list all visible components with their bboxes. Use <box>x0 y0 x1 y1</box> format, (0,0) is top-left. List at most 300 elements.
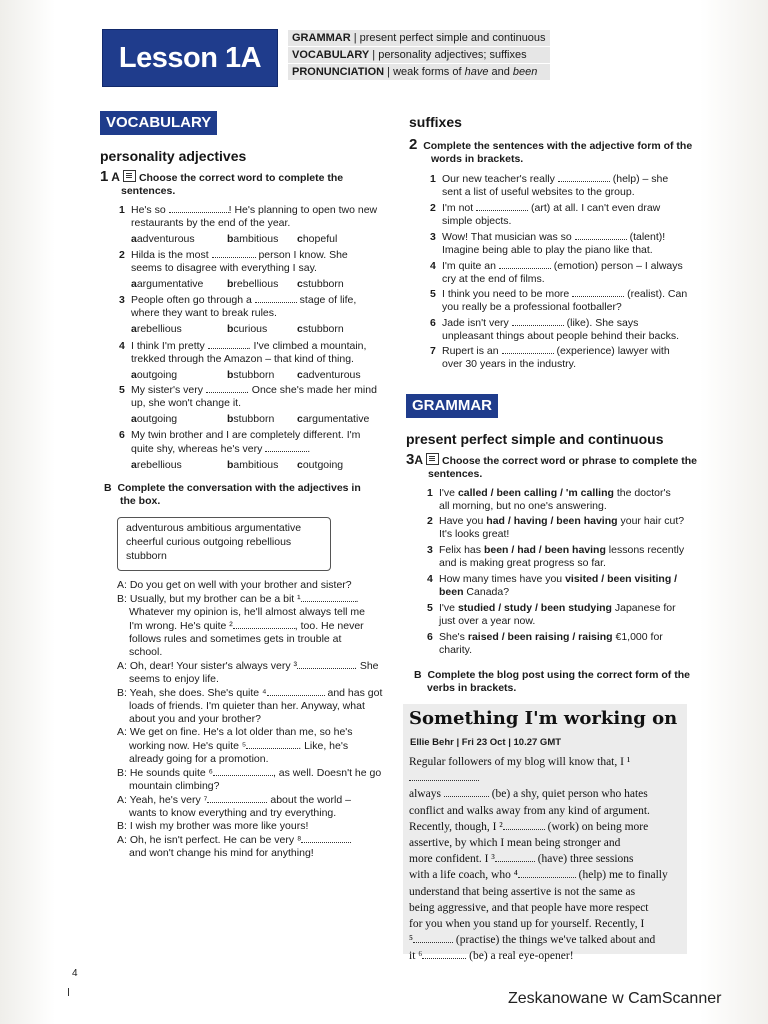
question-text: unpleasant things about people behind their backs. <box>442 330 680 342</box>
question-text: I've <box>439 487 458 499</box>
dialogue-line <box>117 713 382 726</box>
dialogue-text: Yeah, he's very ⁷ <box>129 794 208 806</box>
choice-options[interactable]: been <box>439 586 464 598</box>
option-b[interactable]: b stubborn <box>227 413 275 425</box>
question-text: your hair cut? <box>617 515 685 527</box>
speaker-label: A: <box>117 660 127 672</box>
question-item <box>427 631 695 657</box>
question-line <box>430 358 690 371</box>
question-text: Felix has <box>439 544 484 556</box>
question-line <box>430 201 690 215</box>
question-text: where they want to break rules. <box>131 307 277 319</box>
question-number: 1 <box>430 173 436 185</box>
question-number: 2 <box>119 249 125 261</box>
speaker-label: A: <box>117 726 127 738</box>
question-text: He's so <box>131 204 169 216</box>
question-text: the doctor's <box>613 487 671 499</box>
exercise-1b-instruction: B Complete the conversation with the adjectives in the box. <box>104 482 361 507</box>
answer-blank[interactable] <box>495 852 535 862</box>
dialogue-line <box>117 780 382 793</box>
question-number: 2 <box>427 515 433 527</box>
dialogue-text: . Like, he's <box>298 740 349 752</box>
answer-blank[interactable] <box>233 619 295 629</box>
choice-options[interactable]: been / had / been having <box>483 544 606 556</box>
option-text: rebellious <box>136 459 182 471</box>
question-number: 7 <box>430 345 436 357</box>
page-number: 4 <box>72 968 78 979</box>
question-text: lessons recently <box>605 544 685 556</box>
blog-line <box>409 819 685 835</box>
question-text: €1,000 for <box>612 631 663 643</box>
question-line <box>119 293 379 307</box>
blog-line <box>409 867 685 883</box>
dialogue-text: loads of friends. I'm quieter than her. Anyway, what <box>129 700 365 712</box>
option-text: outgoing <box>302 459 344 471</box>
question-line <box>119 262 379 275</box>
vocabulary-tag: VOCABULARY <box>100 111 217 135</box>
question-text: I think I'm pretty <box>131 340 208 352</box>
question-item <box>430 259 690 286</box>
option-b[interactable]: b stubborn <box>227 369 275 381</box>
answer-blank[interactable] <box>409 771 479 781</box>
option-b[interactable]: b ambitious <box>227 459 279 471</box>
question-line <box>427 544 695 557</box>
lesson-title: Lesson 1A <box>102 29 278 87</box>
dialogue-line <box>117 807 382 820</box>
answer-blank[interactable] <box>476 201 528 211</box>
blog-text: for you when you stand up for yourself. Recently, I <box>409 918 645 931</box>
option-text: rebellious <box>136 323 182 335</box>
blog-text: Regular followers of my blog will know that, I ¹ <box>409 756 631 768</box>
worksheet-icon <box>426 453 439 465</box>
page-edge-mark <box>68 988 69 996</box>
question-number: 1 <box>427 487 433 499</box>
question-line <box>430 259 690 273</box>
question-line: quite shy, whereas he's very . <box>131 443 311 455</box>
question-number: 4 <box>430 260 436 272</box>
answer-blank[interactable] <box>169 203 229 213</box>
question-number: 1 <box>119 204 125 216</box>
question-line <box>427 586 695 599</box>
question-line <box>427 602 695 615</box>
question-text: up, she won't change it. <box>131 397 241 409</box>
answer-blank[interactable] <box>422 949 466 959</box>
question-text: Our new teacher's really <box>442 173 558 185</box>
speaker-label: B: <box>117 820 127 832</box>
exercise-1a-instruction: 1 A Choose the correct word to complete the sentences. <box>100 168 344 197</box>
question-item <box>430 344 690 371</box>
option-a[interactable]: a argumentative <box>131 278 204 290</box>
dialogue-line <box>117 606 382 619</box>
question-text: charity. <box>439 644 473 656</box>
option-a[interactable]: a outgoing <box>131 369 178 381</box>
question-line <box>119 429 379 442</box>
option-b[interactable]: b curious <box>227 323 268 335</box>
question-text: (art) at all. I can't even draw <box>528 202 661 214</box>
option-text: rebellious <box>233 278 279 290</box>
option-text: adventurous <box>302 369 361 381</box>
question-number: 3 <box>119 294 125 306</box>
answer-blank[interactable] <box>208 339 248 349</box>
dialogue-text: already going for a promotion. <box>129 753 269 765</box>
question-line <box>430 316 690 330</box>
question-item <box>430 316 690 343</box>
dialogue-line <box>117 700 382 713</box>
question-text: She's <box>439 631 468 643</box>
dialogue-line <box>117 673 382 686</box>
option-text: stubborn <box>302 278 344 290</box>
question-item <box>427 515 695 541</box>
dialogue-text: follows rules and sometimes gets in trouble at <box>129 633 342 645</box>
blog-text: being aggressive, and that people have more respect <box>409 901 649 914</box>
question-text: Have you <box>439 515 487 527</box>
question-line <box>119 307 379 320</box>
question-text: stage of life, <box>296 294 357 306</box>
speaker-label: B: <box>117 767 127 779</box>
blog-line <box>409 948 685 964</box>
option-text: adventurous <box>136 233 195 245</box>
blog-text: (practise) the things we've talked about and <box>453 934 656 947</box>
question-text: It's looks great! <box>439 528 510 540</box>
question-line <box>430 287 690 301</box>
blog-line <box>409 884 685 900</box>
dialogue-text: about you and your brother? <box>129 713 261 725</box>
answer-blank[interactable] <box>246 739 298 749</box>
question-text: People often go through a <box>131 294 255 306</box>
question-text: cry at the end of films. <box>442 273 545 285</box>
option-c[interactable]: c argumentative <box>297 413 370 425</box>
question-line <box>119 397 379 410</box>
option-text: argumentative <box>302 413 370 425</box>
answer-blank[interactable] <box>518 868 576 878</box>
question-line <box>119 217 379 230</box>
option-a[interactable]: a outgoing <box>131 413 178 425</box>
question-text: and is making great progress so far. <box>439 557 606 569</box>
answer-blank[interactable] <box>213 766 273 776</box>
dialogue-text: Whatever my opinion is, he'll almost always tell me <box>129 606 366 618</box>
question-line <box>430 186 690 199</box>
blog-body <box>409 754 685 965</box>
answer-blank[interactable] <box>413 933 453 943</box>
blog-text: Recently, though, I ² <box>409 820 503 833</box>
word-box-line: adventurous ambitious argumentative <box>126 522 302 534</box>
word-box-line: stubborn <box>126 550 167 562</box>
answer-blank[interactable] <box>512 316 564 326</box>
speaker-label: A: <box>117 834 127 846</box>
question-line <box>119 353 379 366</box>
answer-blank[interactable] <box>255 293 297 303</box>
option-c[interactable]: c hopeful <box>297 233 338 245</box>
dialogue-line <box>117 592 382 606</box>
dialogue-text: He sounds quite ⁶ <box>129 767 213 779</box>
dialogue-text: , as well. Doesn't he go <box>272 767 382 779</box>
answer-blank[interactable] <box>575 230 627 240</box>
dialogue-line <box>117 619 382 633</box>
question-item <box>119 383 379 410</box>
option-text: hopeful <box>302 233 338 245</box>
dialogue-text: , too. He never <box>294 620 364 632</box>
dialogue-text: I wish my brother was more like yours! <box>129 820 309 832</box>
option-c[interactable]: c stubborn <box>297 278 344 290</box>
question-text: seems to disagree with everything I say. <box>131 262 317 274</box>
question-line <box>427 487 695 500</box>
question-number: 6 <box>119 429 125 441</box>
answer-blank[interactable] <box>502 344 554 354</box>
question-line <box>427 500 695 513</box>
present-perfect-heading: present perfect simple and continuous <box>406 431 664 447</box>
exercise-2-instruction: 2 Complete the sentences with the adjective form of the words in brackets. <box>409 136 693 165</box>
option-a[interactable]: a adventurous <box>131 233 195 245</box>
suffixes-heading: suffixes <box>409 114 462 130</box>
blog-line <box>409 803 685 819</box>
blog-line <box>409 916 685 932</box>
answer-blank[interactable] <box>301 833 351 843</box>
question-text: Imagine being able to play the piano like that. <box>442 244 653 256</box>
choice-options[interactable]: visited / been visiting / <box>565 573 678 585</box>
question-text: quite shy, whereas he's very <box>131 443 266 455</box>
question-item <box>430 201 690 228</box>
question-text: (experience) lawyer with <box>553 345 670 357</box>
question-text: you really be a professional footballer? <box>442 301 622 313</box>
question-number: 6 <box>430 317 436 329</box>
dialogue-text: . She <box>354 660 379 672</box>
question-item <box>119 429 379 456</box>
question-number: 3 <box>427 544 433 556</box>
scanner-watermark: Zeskanowane w CamScanner <box>508 990 722 1007</box>
answer-blank[interactable] <box>207 793 267 803</box>
question-line <box>430 172 690 186</box>
option-text: outgoing <box>136 413 178 425</box>
dialogue-line <box>117 659 382 673</box>
question-number: 6 <box>427 631 433 643</box>
question-item <box>119 293 379 320</box>
answer-blank[interactable] <box>572 287 624 297</box>
word-box-line: cheerful curious outgoing rebellious <box>126 536 292 548</box>
dialogue-text: I'm wrong. He's quite ² <box>129 620 233 632</box>
answer-blank[interactable] <box>503 820 545 830</box>
option-a[interactable]: a rebellious <box>131 323 182 335</box>
question-number: 5 <box>119 384 125 396</box>
vocabulary-line: VOCABULARY | personality adjectives; suffixes <box>288 47 550 63</box>
answer-blank[interactable] <box>499 259 551 269</box>
dialogue-line <box>117 726 382 739</box>
question-line <box>427 631 695 644</box>
dialogue-text: school. <box>129 646 163 658</box>
option-text: ambitious <box>233 233 279 245</box>
option-text: outgoing <box>136 369 178 381</box>
question-number: 2 <box>430 202 436 214</box>
speaker-label: A: <box>117 579 127 591</box>
option-c[interactable]: c adventurous <box>297 369 361 381</box>
question-item <box>119 203 379 230</box>
question-text: Japanese for <box>611 602 676 614</box>
dialogue-text: . <box>355 593 359 605</box>
option-text: argumentative <box>136 278 204 290</box>
question-item <box>430 287 690 314</box>
pronunciation-line: PRONUNCIATION | weak forms of have and been <box>288 64 550 80</box>
question-text: Hilda is the most <box>131 249 212 261</box>
answer-blank[interactable] <box>297 659 354 669</box>
choice-options[interactable]: had / having / been having <box>486 515 618 527</box>
option-c[interactable]: c stubborn <box>297 323 344 335</box>
blog-text: assertive, by which I mean being stronger and <box>409 837 621 850</box>
dialogue-text: working now. He's quite ⁵ <box>129 740 247 752</box>
question-item <box>427 487 695 513</box>
question-line <box>427 557 695 570</box>
question-line <box>427 515 695 528</box>
question-line <box>427 528 695 541</box>
dialogue-text: and won't change his mind for anything! <box>129 847 314 859</box>
question-text: ! He's planning to open two new <box>228 204 378 216</box>
blog-text: (be) a real eye-opener! <box>466 950 574 963</box>
blog-line <box>409 900 685 916</box>
question-text: Rupert is an <box>442 345 502 357</box>
dialogue-text: seems to enjoy life. <box>129 673 219 685</box>
dialogue-line <box>117 847 382 860</box>
option-text: curious <box>233 323 268 335</box>
question-line <box>119 339 379 353</box>
blog-text: understand that being assertive is not the same as <box>409 885 636 898</box>
question-text: I've <box>439 602 458 614</box>
option-text: stubborn <box>233 369 275 381</box>
question-text: Wow! That musician was so <box>442 231 575 243</box>
question-text: (like). She says <box>563 317 639 329</box>
dialogue-text: We get on fine. He's a lot older than me, so he's <box>129 726 353 738</box>
question-number: 4 <box>427 573 433 585</box>
dialogue-text: Oh, dear! Your sister's always very ³ <box>129 660 297 672</box>
dialogue-line <box>117 766 382 780</box>
dialogue-line <box>117 633 382 646</box>
question-text: (realist). Can <box>624 288 688 300</box>
blog-line <box>409 932 685 948</box>
question-text: (emotion) person – I always <box>550 260 683 272</box>
answer-blank[interactable] <box>444 787 489 797</box>
question-item <box>430 230 690 257</box>
blog-text: (help) me to finally <box>575 869 668 882</box>
answer-blank[interactable] <box>267 686 325 696</box>
question-item <box>427 573 695 599</box>
blog-text: ⁵ <box>409 934 414 947</box>
dialogue-line <box>117 833 382 847</box>
option-c[interactable]: c outgoing <box>297 459 344 471</box>
question-item <box>430 172 690 199</box>
lesson-header-info <box>288 30 550 81</box>
dialogue-text: Oh, he isn't perfect. He can be very ⁸ <box>129 834 302 846</box>
grammar-tag: GRAMMAR <box>406 394 498 418</box>
question-text: How many times have you <box>439 573 566 585</box>
word-box <box>117 517 331 571</box>
blog-line <box>409 754 685 786</box>
question-line <box>119 383 379 397</box>
option-text: stubborn <box>302 323 344 335</box>
answer-blank[interactable] <box>206 383 246 393</box>
question-item <box>427 544 695 570</box>
question-number: 5 <box>427 602 433 614</box>
dialogue-text: wants to know everything and try everything. <box>129 807 337 819</box>
question-line <box>427 573 695 586</box>
answer-blank[interactable] <box>212 248 256 258</box>
question-number: 3 <box>430 231 436 243</box>
dialogue-text: mountain climbing? <box>129 780 220 792</box>
blog-line <box>409 786 685 802</box>
choice-options[interactable]: raised / been raising / raising <box>467 631 613 643</box>
question-text: simple objects. <box>442 215 512 227</box>
conversation <box>117 579 382 860</box>
question-text: sent a list of useful websites to the group. <box>442 186 635 198</box>
dialogue-line <box>117 686 382 700</box>
dialogue-line <box>117 646 382 659</box>
question-item <box>119 339 379 366</box>
worksheet-icon <box>123 170 136 182</box>
question-line <box>430 215 690 228</box>
question-text: all morning, but no one's answering. <box>439 500 607 512</box>
answer-blank[interactable] <box>558 172 610 182</box>
blog-line <box>409 835 685 851</box>
dialogue-text: and has got <box>324 687 383 699</box>
question-text: (help) – she <box>609 173 669 185</box>
answer-blank[interactable] <box>301 592 356 602</box>
dialogue-line <box>117 739 382 753</box>
question-text: My twin brother and I are completely different. I'm <box>131 429 361 441</box>
blog-text: it ⁶ <box>409 950 423 963</box>
dialogue-text: about the world – <box>267 794 351 806</box>
blog-text: (work) on being more <box>544 820 649 833</box>
option-a[interactable]: a rebellious <box>131 459 182 471</box>
question-number: 5 <box>430 288 436 300</box>
question-line <box>430 230 690 244</box>
question-item <box>119 248 379 275</box>
blog-text: with a life coach, who ⁴ <box>409 869 518 882</box>
choice-options[interactable]: called / been calling / 'm calling <box>457 487 614 499</box>
grammar-line: GRAMMAR | present perfect simple and continuous <box>288 30 550 46</box>
question-text: just over a year now. <box>439 615 536 627</box>
blog-title: Something I'm working on <box>409 708 678 729</box>
question-text: restaurants by the end of the year. <box>131 217 291 229</box>
question-item <box>427 602 695 628</box>
dialogue-text: Do you get on well with your brother and sister? <box>129 579 352 591</box>
question-text: Canada? <box>463 586 510 598</box>
question-text: person I know. She <box>255 249 348 261</box>
question-text: I'm quite an <box>442 260 499 272</box>
speaker-label: B: <box>117 687 127 699</box>
question-line <box>430 330 690 343</box>
question-text: over 30 years in the industry. <box>442 358 577 370</box>
exercise-3b-instruction: B Complete the blog post using the correct form of the verbs in brackets. <box>414 669 690 694</box>
option-b[interactable]: b rebellious <box>227 278 279 290</box>
question-line <box>430 301 690 314</box>
speaker-label: A: <box>117 794 127 806</box>
question-text: . I've climbed a mountain, <box>247 340 367 352</box>
dialogue-line <box>117 579 382 592</box>
blog-text: (be) a shy, quiet person who hates <box>488 788 648 801</box>
question-line <box>430 344 690 358</box>
option-b[interactable]: b ambitious <box>227 233 279 245</box>
question-line <box>119 203 379 217</box>
question-line <box>430 273 690 286</box>
choice-options[interactable]: studied / study / been studying <box>457 602 612 614</box>
blog-line <box>409 851 685 867</box>
question-text: . Once she's made her mind <box>245 384 377 396</box>
option-text: stubborn <box>233 413 275 425</box>
question-text: Jade isn't very <box>442 317 512 329</box>
question-text: trekked through the Amazon – that kind of thing. <box>131 353 354 365</box>
question-text: I think you need to be more <box>442 288 573 300</box>
dialogue-line <box>117 753 382 766</box>
question-line <box>427 615 695 628</box>
personality-adjectives-heading: personality adjectives <box>100 148 247 164</box>
question-number: 4 <box>119 340 125 352</box>
answer-blank[interactable] <box>265 442 307 452</box>
